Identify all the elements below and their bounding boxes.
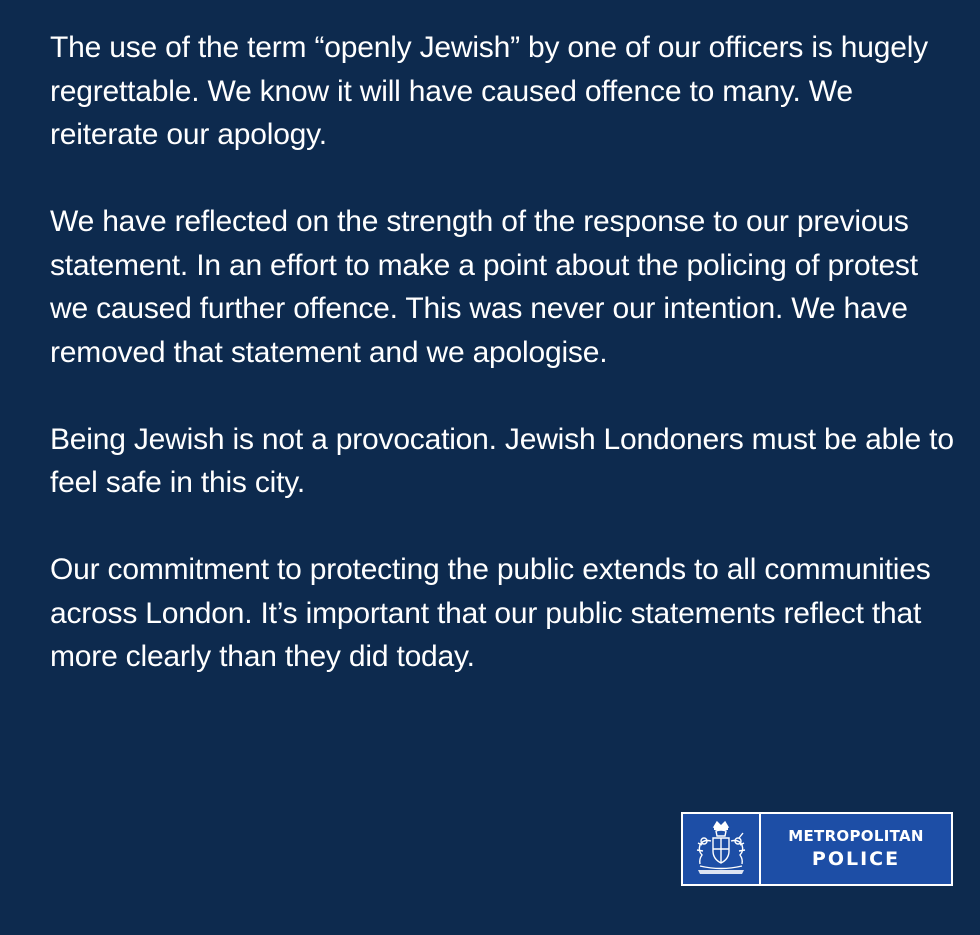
statement-paragraph-1: The use of the term “openly Jewish” by one of our officers is hugely regrettable. We know it will have caused offence to many. We reiterate our apology. [50, 31, 928, 151]
logo-wordmark [761, 814, 951, 884]
metropolitan-police-logo [681, 812, 953, 886]
crest-icon [683, 814, 759, 884]
statement-paragraph-3: Being Jewish is not a provocation. Jewish Londoners must be able to feel safe in this city. [50, 422, 954, 499]
statement-paragraph-4: Our commitment to protecting the public extends to all communities across London. It’s important that our public statements reflect that more clearly than they did today. [50, 553, 931, 673]
logo-text-police: POLICE [811, 848, 901, 870]
statement-text [50, 26, 955, 722]
statement-paragraph-2: We have reflected on the strength of the response to our previous statement. In an effort to make a point about the policing of protest we caused further offence. This was never our intention. We have removed that statement and we apologise. [50, 205, 918, 369]
logo-text-metropolitan: METROPOLITAN [788, 827, 924, 845]
